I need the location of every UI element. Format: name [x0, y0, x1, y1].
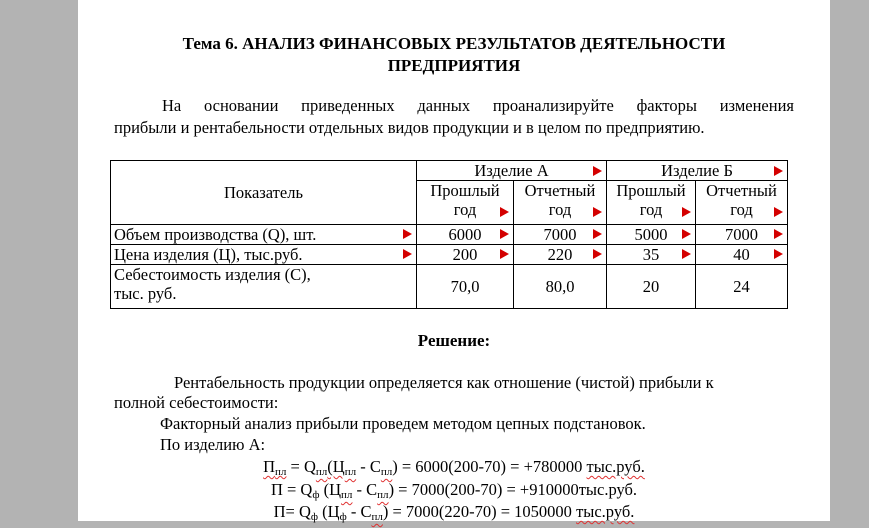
header-indicator-cell	[111, 161, 417, 225]
value: 5000	[634, 225, 668, 244]
task-line2: прибыли и рентабельности отдельных видов продукции и в целом по предприятию.	[114, 118, 705, 137]
formula-2: $П = Q_ф$ $(Ц_{пл} - С_{пл}) = 7000(200-70) = +910000тыс.руб$.	[270, 480, 638, 501]
header-cur-line1: Отчетный	[706, 181, 777, 200]
value: 80,0	[545, 277, 575, 296]
table-row	[111, 265, 788, 309]
value-cell	[607, 225, 696, 245]
task-paragraph	[114, 95, 794, 139]
header-cur-line1: Отчетный	[524, 181, 596, 200]
value-cell	[514, 245, 607, 265]
solution-p1-line1: Рентабельность продукции определяется как отношение (чистой) прибыли к	[174, 373, 714, 392]
value-cell	[607, 265, 696, 309]
header-a-prev-cell	[417, 181, 514, 225]
row-label: Объем производства (Q), шт.	[114, 225, 317, 244]
value-cell	[417, 265, 514, 309]
row-label-cell	[111, 265, 417, 309]
header-product-a: Изделие А	[474, 161, 549, 180]
value: 7000	[543, 225, 577, 244]
header-prev-line1: Прошлый	[616, 181, 686, 200]
value: 7000	[725, 225, 758, 244]
header-product-b: Изделие Б	[661, 161, 733, 180]
header-prev-line1: Прошлый	[430, 181, 500, 200]
formula-3: $П= Q_ф$ $(Ц_ф - С_{пл}) = 7000(220-70) = 1050000$ тыс.руб.	[273, 502, 635, 523]
value-cell	[514, 265, 607, 309]
comment-marker-icon[interactable]	[500, 249, 509, 259]
comment-marker-icon[interactable]	[774, 229, 783, 239]
formula-symbol: $П_{пл}$	[263, 457, 287, 478]
value: 200	[452, 245, 478, 264]
comment-marker-icon[interactable]	[593, 229, 602, 239]
comment-marker-icon[interactable]	[682, 229, 691, 239]
table-row	[111, 245, 788, 265]
header-product-b-cell	[607, 161, 788, 181]
table-row	[111, 225, 788, 245]
value-cell	[417, 245, 514, 265]
value: 40	[733, 245, 750, 264]
comment-marker-icon[interactable]	[774, 166, 783, 176]
document-page	[78, 0, 830, 521]
value: 20	[642, 277, 660, 296]
value-cell	[514, 225, 607, 245]
value: 70,0	[450, 277, 480, 296]
value: 35	[642, 245, 660, 264]
topic-title-line2: ПРЕДПРИЯТИЯ	[387, 56, 521, 75]
header-prev-line2: год	[639, 200, 663, 219]
comment-marker-icon[interactable]	[403, 249, 412, 259]
row-label: Цена изделия (Ц), тыс.руб.	[114, 245, 303, 264]
comment-marker-icon[interactable]	[500, 229, 509, 239]
row-label-line1: Себестоимость изделия (С),	[114, 265, 311, 284]
solution-heading: Решение:	[417, 331, 491, 350]
solution-p3: По изделию А:	[160, 435, 266, 454]
value-cell	[696, 265, 788, 309]
solution-p1-line2: полной себестоимости:	[114, 393, 279, 412]
comment-marker-icon[interactable]	[500, 207, 509, 217]
header-prev-line2: год	[453, 200, 477, 219]
header-product-a-cell	[417, 161, 607, 181]
value-cell	[607, 245, 696, 265]
formula-1: $П_{пл} = Q_{пл}(Ц_{пл} - С_{пл}) = 6000(200-70) = +780000$ тыс.руб.	[263, 457, 645, 478]
topic-title-line1: Тема 6. АНАЛИЗ ФИНАНСОВЫХ РЕЗУЛЬТАТОВ ДЕЯТЕЛЬНОСТИ	[182, 34, 726, 53]
value-cell	[696, 225, 788, 245]
row-label-line2: тыс. руб.	[114, 284, 177, 303]
header-cur-line2: год	[548, 200, 572, 219]
value: 6000	[448, 225, 482, 244]
comment-marker-icon[interactable]	[593, 207, 602, 217]
header-b-cur-cell	[696, 181, 788, 225]
row-label-cell	[111, 225, 417, 245]
header-cur-line2: год	[730, 200, 753, 219]
comment-marker-icon[interactable]	[774, 249, 783, 259]
value: 220	[547, 245, 573, 264]
comment-marker-icon[interactable]	[403, 229, 412, 239]
task-line1: На основании приведенных данных проанализируйте факторы изменения	[162, 96, 794, 115]
value-cell	[417, 225, 514, 245]
value: 24	[733, 277, 750, 296]
comment-marker-icon[interactable]	[682, 207, 691, 217]
solution-p2: Факторный анализ прибыли проведем методом цепных подстановок.	[160, 414, 646, 433]
value-cell	[696, 245, 788, 265]
comment-marker-icon[interactable]	[774, 207, 783, 217]
comment-marker-icon[interactable]	[682, 249, 691, 259]
row-label-cell	[111, 245, 417, 265]
header-b-prev-cell	[607, 181, 696, 225]
comment-marker-icon[interactable]	[593, 166, 602, 176]
header-indicator: Показатель	[224, 183, 303, 202]
comment-marker-icon[interactable]	[593, 249, 602, 259]
data-table	[110, 160, 788, 309]
header-a-cur-cell	[514, 181, 607, 225]
